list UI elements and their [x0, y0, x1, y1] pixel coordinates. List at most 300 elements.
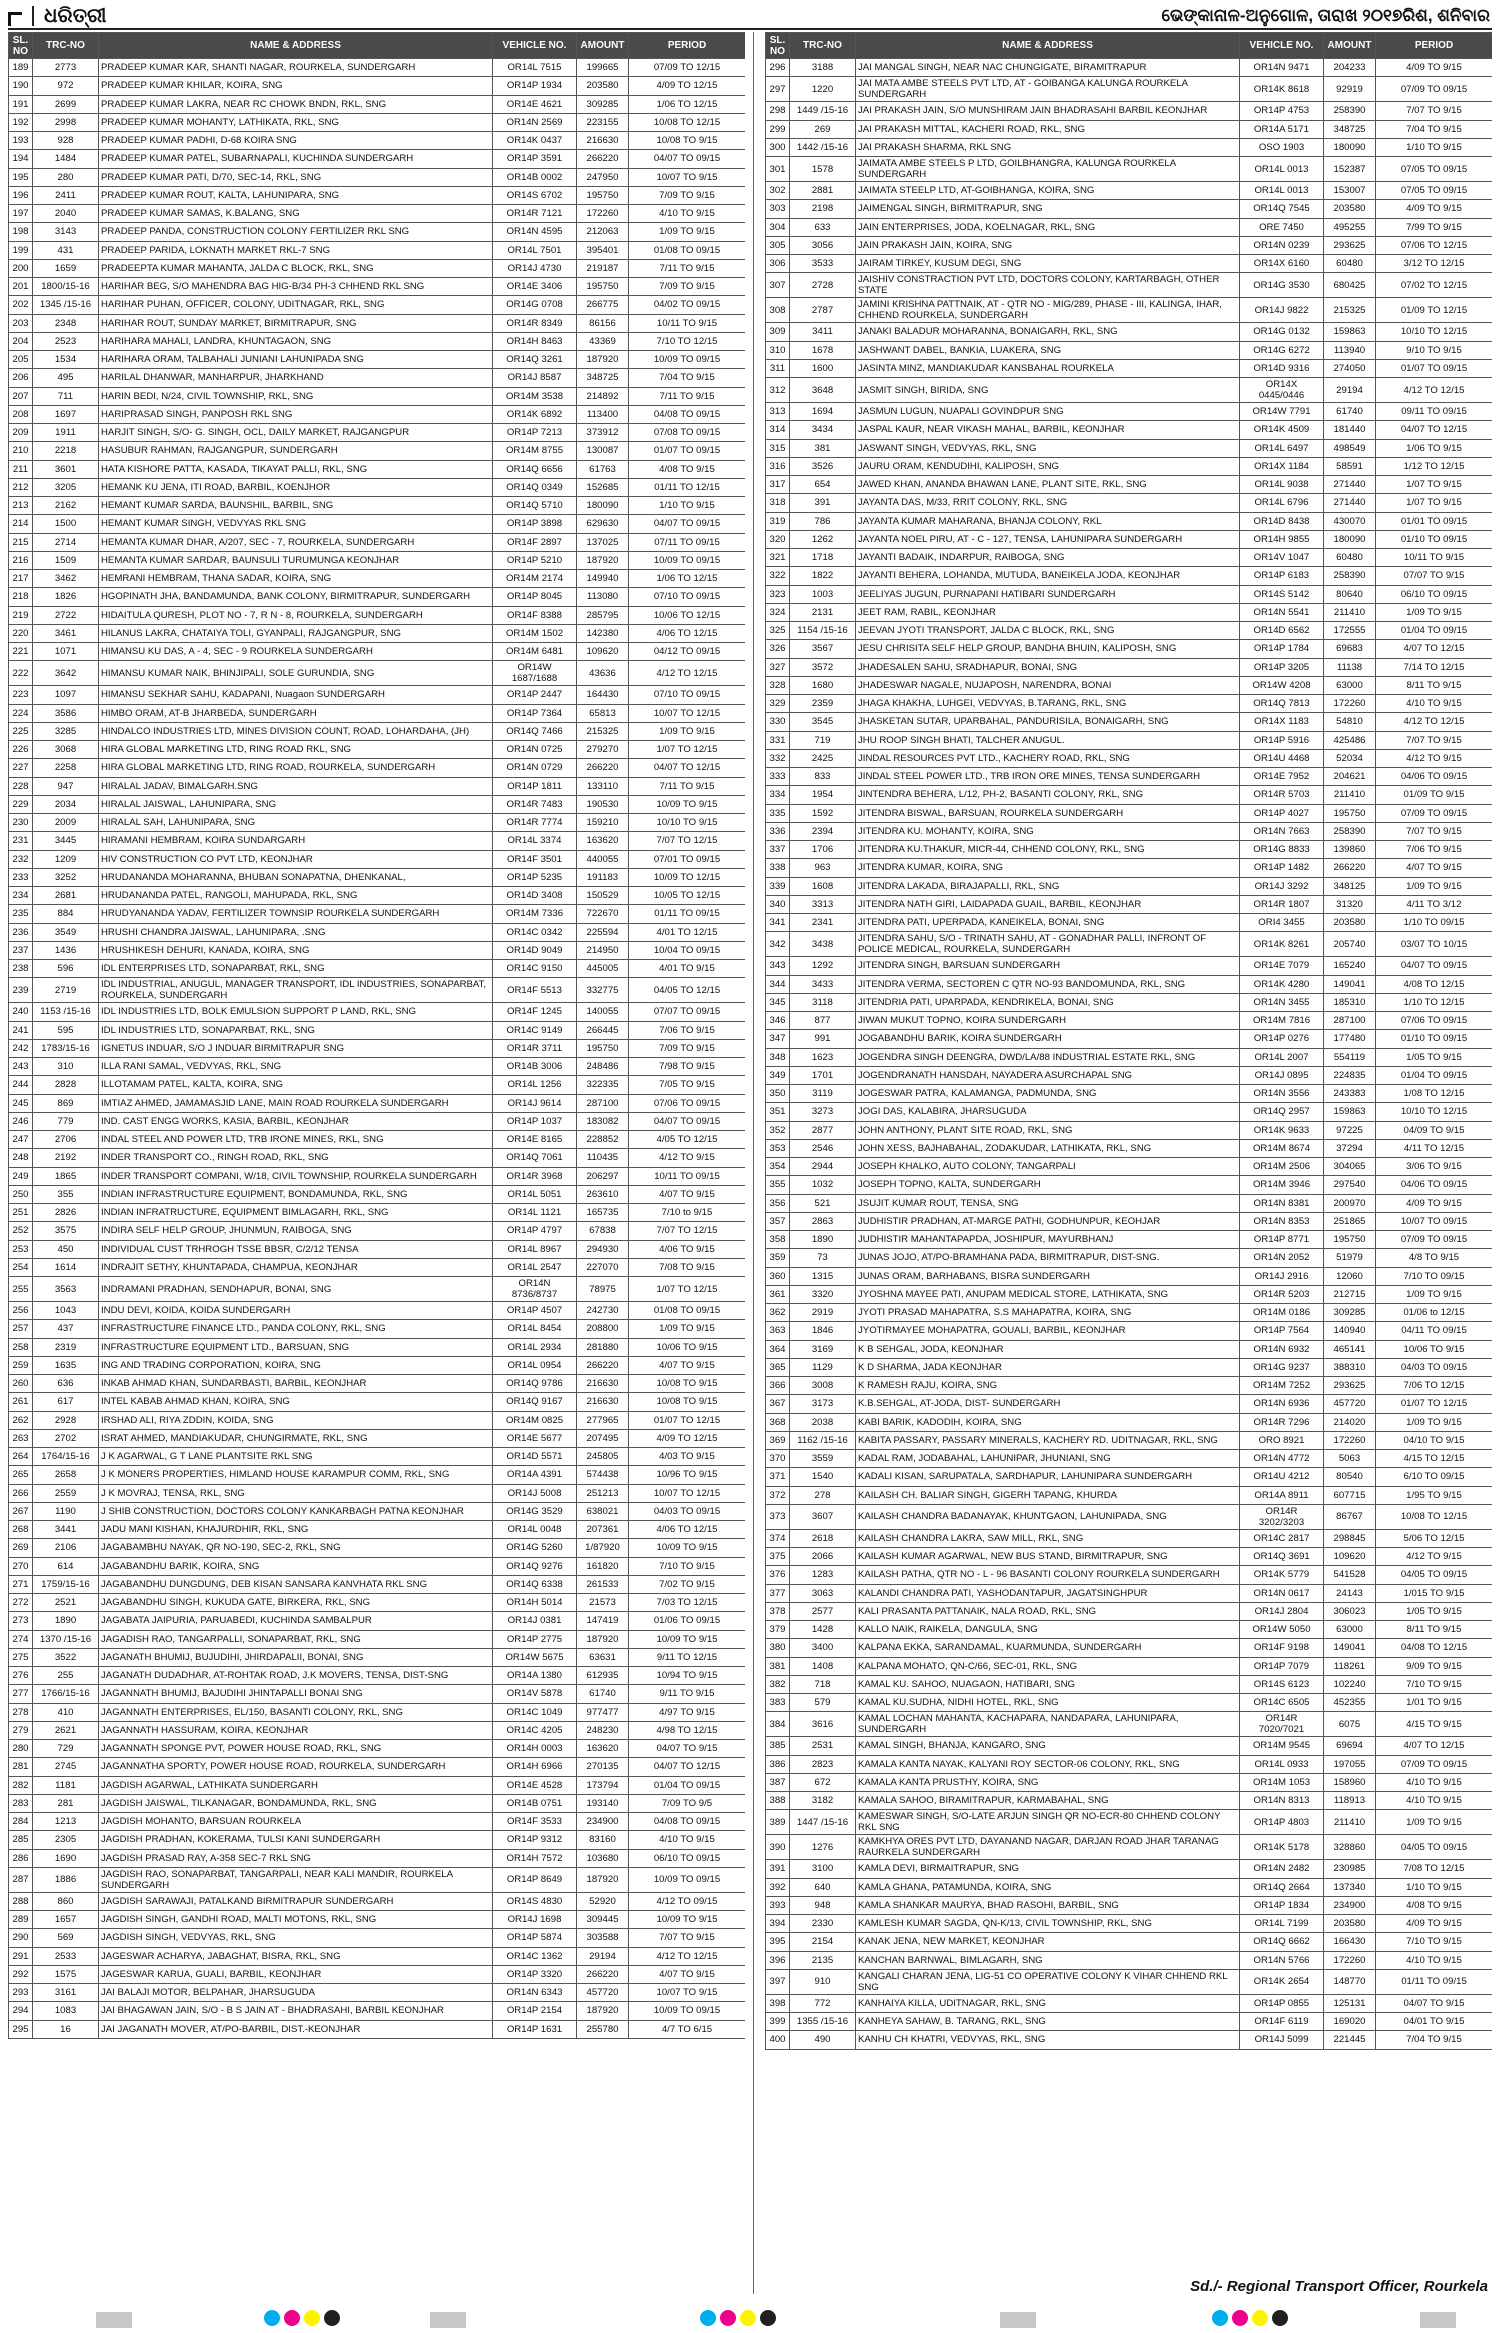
- period-cell: 07/08 TO 09/15: [629, 424, 746, 442]
- trc-no-cell: 2787: [790, 298, 856, 323]
- name-address-cell: PRADEEP KUMAR PATI, D/70, SEC-14, RKL, SNG: [99, 168, 493, 186]
- trc-no-cell: 991: [790, 1030, 856, 1048]
- vehicle-no-cell: OR14C 2817: [1240, 1529, 1324, 1547]
- trc-no-cell: 1181: [33, 1776, 99, 1794]
- amount-cell: 158960: [1324, 1773, 1376, 1791]
- trc-no-cell: 3545: [790, 713, 856, 731]
- vehicle-no-cell: OR14P 6183: [1240, 567, 1324, 585]
- vehicle-no-cell: OR14S 5142: [1240, 585, 1324, 603]
- table-row: [766, 975, 1493, 993]
- vehicle-no-cell: OR14J 3292: [1240, 877, 1324, 895]
- name-address-cell: JEEVAN JYOTI TRANSPORT, JALDA C BLOCK, RKL, SNG: [856, 622, 1240, 640]
- period-cell: 04/07 TO 9/15: [1376, 1994, 1493, 2012]
- trc-no-cell: 281: [33, 1794, 99, 1812]
- table-row: [9, 259, 746, 277]
- amount-cell: 161820: [577, 1557, 629, 1575]
- vehicle-no-cell: OR14B 0751: [493, 1794, 577, 1812]
- sl-no-cell: 358: [766, 1231, 790, 1249]
- trc-no-cell: 869: [33, 1094, 99, 1112]
- vehicle-no-cell: OR14P 1811: [493, 777, 577, 795]
- table-row: [9, 1813, 746, 1831]
- trc-no-cell: 672: [790, 1773, 856, 1791]
- name-address-cell: JAIN PRAKASH JAIN, KOIRA, SNG: [856, 236, 1240, 254]
- amount-cell: 125131: [1324, 1994, 1376, 2012]
- vehicle-no-cell: OR14H 7572: [493, 1849, 577, 1867]
- sl-no-cell: 274: [9, 1630, 33, 1648]
- vehicle-no-cell: OR14G 6272: [1240, 341, 1324, 359]
- sl-no-cell: 380: [766, 1639, 790, 1657]
- sl-no-cell: 378: [766, 1602, 790, 1620]
- amount-cell: 277965: [577, 1411, 629, 1429]
- amount-cell: 169020: [1324, 2013, 1376, 2031]
- period-cell: 01/11 TO 09/15: [1376, 1969, 1493, 1994]
- amount-cell: 285795: [577, 606, 629, 624]
- sl-no-cell: 330: [766, 713, 790, 731]
- vehicle-no-cell: OR14R 7483: [493, 795, 577, 813]
- period-cell: 10/06 TO 12/15: [629, 606, 746, 624]
- trc-no-cell: 2034: [33, 795, 99, 813]
- name-address-cell: JAWED KHAN, ANANDA BHAWAN LANE, PLANT SITE, RKL, SNG: [856, 476, 1240, 494]
- name-address-cell: KAMAL LOCHAN MAHANTA, KACHAPARA, NANDAPARA, LAHUNIPARA, SUNDERGARH: [856, 1712, 1240, 1737]
- name-address-cell: JUNAS JOJO, AT/PO-BRAMHANA PADA, BIRMITRAPUR, DIST-SNG.: [856, 1249, 1240, 1267]
- name-address-cell: HIRA GLOBAL MARKETING LTD, RING ROAD, ROURKELA, SUNDERGARH: [99, 759, 493, 777]
- name-address-cell: JAGANATH DUDADHAR, AT-ROHTAK ROAD, J.K MOVERS, TENSA, DIST-SNG: [99, 1667, 493, 1685]
- trc-no-cell: 2198: [790, 200, 856, 218]
- name-address-cell: JAGABANDHU BARIK, KOIRA, SNG: [99, 1557, 493, 1575]
- sl-no-cell: 282: [9, 1776, 33, 1794]
- period-cell: 8/11 TO 9/15: [1376, 676, 1493, 694]
- crop-mark-icon: [8, 12, 22, 26]
- table-row: [766, 1621, 1493, 1639]
- vehicle-no-cell: OR14P 4753: [1240, 102, 1324, 120]
- period-cell: 01/07 TO 09/15: [1376, 359, 1493, 377]
- table-row: [766, 323, 1493, 341]
- period-cell: 01/11 TO 09/15: [629, 905, 746, 923]
- table-row: [766, 749, 1493, 767]
- amount-cell: 80640: [1324, 585, 1376, 603]
- amount-cell: 113400: [577, 405, 629, 423]
- vehicle-no-cell: OR14Q 7545: [1240, 200, 1324, 218]
- sl-no-cell: 293: [9, 1984, 33, 2002]
- name-address-cell: HARIHARA MAHALI, LANDRA, KHUNTAGAON, SNG: [99, 332, 493, 350]
- table-row: [766, 932, 1493, 957]
- name-address-cell: ING AND TRADING CORPORATION, KOIRA, SNG: [99, 1356, 493, 1374]
- vehicle-no-cell: OR14N 2569: [493, 113, 577, 131]
- amount-cell: 271440: [1324, 494, 1376, 512]
- name-address-cell: JAGADISH RAO, TANGARPALLI, SONAPARBAT, RKL, SNG: [99, 1630, 493, 1648]
- trc-no-cell: 2218: [33, 442, 99, 460]
- table-row: [9, 369, 746, 387]
- trc-no-cell: 2823: [790, 1755, 856, 1773]
- table-row: [9, 1338, 746, 1356]
- period-cell: 7/11 TO 9/15: [629, 259, 746, 277]
- vehicle-no-cell: OR14Q 2957: [1240, 1103, 1324, 1121]
- period-cell: 1/09 TO 9/15: [629, 1320, 746, 1338]
- table-row: [9, 132, 746, 150]
- trc-no-cell: 833: [790, 768, 856, 786]
- period-cell: 7/02 TO 9/15: [629, 1575, 746, 1593]
- amount-cell: 251865: [1324, 1212, 1376, 1230]
- table-row: [9, 1076, 746, 1094]
- vehicle-no-cell: OR14S 6123: [1240, 1675, 1324, 1693]
- name-address-cell: KANGALI CHARAN JENA, LIG-51 CO OPERATIVE COLONY K VIHAR CHHEND RKL SNG: [856, 1969, 1240, 1994]
- period-cell: 04/10 TO 9/15: [1376, 1431, 1493, 1449]
- table-row: [9, 2002, 746, 2020]
- sl-no-cell: 198: [9, 223, 33, 241]
- vehicle-no-cell: OR14P 3205: [1240, 658, 1324, 676]
- trc-no-cell: 1822: [790, 567, 856, 585]
- vehicle-no-cell: OR14N 8353: [1240, 1212, 1324, 1230]
- amount-cell: 261533: [577, 1575, 629, 1593]
- vehicle-no-cell: OR14M 2506: [1240, 1158, 1324, 1176]
- amount-cell: 216630: [577, 132, 629, 150]
- period-cell: 7/98 TO 9/15: [629, 1058, 746, 1076]
- sl-no-cell: 196: [9, 186, 33, 204]
- cyan-dot-icon: [700, 2310, 716, 2326]
- sl-no-cell: 338: [766, 859, 790, 877]
- amount-cell: 24143: [1324, 1584, 1376, 1602]
- sl-no-cell: 313: [766, 403, 790, 421]
- name-address-cell: JAIMATA STEELP LTD, AT-GOIBHANGA, KOIRA, SNG: [856, 182, 1240, 200]
- trc-no-cell: 2863: [790, 1212, 856, 1230]
- vehicle-no-cell: OR14N 6932: [1240, 1340, 1324, 1358]
- vehicle-no-cell: OR14F 5513: [493, 978, 577, 1003]
- trc-no-cell: 3205: [33, 478, 99, 496]
- amount-cell: 279270: [577, 741, 629, 759]
- period-cell: 4/05 TO 12/15: [629, 1131, 746, 1149]
- amount-cell: 227070: [577, 1258, 629, 1276]
- period-cell: 7/11 TO 9/15: [629, 777, 746, 795]
- amount-cell: 60480: [1324, 255, 1376, 273]
- amount-cell: 332775: [577, 978, 629, 1003]
- vehicle-no-cell: OR14E 4621: [493, 95, 577, 113]
- table-row: [9, 1112, 746, 1130]
- vehicle-no-cell: OR14L 0048: [493, 1521, 577, 1539]
- table-row: [9, 1849, 746, 1867]
- amount-cell: 177480: [1324, 1030, 1376, 1048]
- black-dot-icon: [1272, 2310, 1288, 2326]
- name-address-cell: JAGANATH BHUMIJ, BUJUDIHI, JHIRDAPALII, BONAI, SNG: [99, 1648, 493, 1666]
- amount-cell: 225594: [577, 923, 629, 941]
- table-row: [9, 387, 746, 405]
- period-cell: 4/07 TO 9/15: [629, 1185, 746, 1203]
- trc-no-cell: 3461: [33, 624, 99, 642]
- table-row: [766, 236, 1493, 254]
- period-cell: 1/07 TO 12/15: [629, 1277, 746, 1302]
- name-address-cell: JEET RAM, RABIL, KEONJHAR: [856, 603, 1240, 621]
- trc-no-cell: 3572: [790, 658, 856, 676]
- amount-cell: 69694: [1324, 1737, 1376, 1755]
- amount-cell: 187920: [577, 551, 629, 569]
- table-row: [9, 1222, 746, 1240]
- table-row: [766, 768, 1493, 786]
- name-address-cell: JAGDISH MOHANTO, BARSUAN ROURKELA: [99, 1813, 493, 1831]
- vehicle-no-cell: OR14J 0895: [1240, 1066, 1324, 1084]
- sl-no-cell: 212: [9, 478, 33, 496]
- period-cell: 01/10 TO 09/15: [1376, 530, 1493, 548]
- table-row: [9, 515, 746, 533]
- name-address-cell: JAYANTI BEHERA, LOHANDA, MUTUDA, BANEIKELA JODA, KEONJHAR: [856, 567, 1240, 585]
- period-cell: 4/10 TO 9/15: [629, 205, 746, 223]
- trc-no-cell: 3433: [790, 975, 856, 993]
- period-cell: 10/09 TO 9/15: [629, 1539, 746, 1557]
- name-address-cell: KAMLA SHANKAR MAURYA, BHAD RASOHI, BARBIL, SNG: [856, 1896, 1240, 1914]
- trc-no-cell: 1190: [33, 1502, 99, 1520]
- name-address-cell: HEMANTA KUMAR SARDAR, BAUNSULI TURUMUNGA KEONJHAR: [99, 551, 493, 569]
- vehicle-no-cell: OR14M 9545: [1240, 1737, 1324, 1755]
- sl-no-cell: 382: [766, 1675, 790, 1693]
- period-cell: 1/10 TO 9/15: [629, 497, 746, 515]
- trc-no-cell: 2828: [33, 1076, 99, 1094]
- name-address-cell: JAMINI KRISHNA PATTNAIK, AT - QTR NO - MIG/289, PHASE - III, KALINGA, IHAR, CHHEND ROURKELA, SUNDERGARH: [856, 298, 1240, 323]
- vehicle-no-cell: OR14H 6966: [493, 1758, 577, 1776]
- table-row: [766, 731, 1493, 749]
- table-row: [766, 157, 1493, 182]
- amount-cell: 977477: [577, 1703, 629, 1721]
- sl-no-cell: 227: [9, 759, 33, 777]
- name-address-cell: K B SEHGAL, JODA, KEONJHAR: [856, 1340, 1240, 1358]
- vehicle-no-cell: OR14R 1807: [1240, 895, 1324, 913]
- vehicle-no-cell: OR14P 2154: [493, 2002, 577, 2020]
- table-row: [766, 567, 1493, 585]
- amount-cell: 203580: [1324, 1915, 1376, 1933]
- trc-no-cell: 719: [790, 731, 856, 749]
- vehicle-no-cell: OR14L 7501: [493, 241, 577, 259]
- amount-cell: 180090: [1324, 530, 1376, 548]
- table-row: [766, 1103, 1493, 1121]
- period-cell: 04/07 TO 12/15: [629, 759, 746, 777]
- sl-no-cell: 205: [9, 351, 33, 369]
- table-row: [9, 1557, 746, 1575]
- name-address-cell: JSUJIT KUMAR ROUT, TENSA, SNG: [856, 1194, 1240, 1212]
- period-cell: 1/12 TO 12/15: [1376, 457, 1493, 475]
- amount-cell: 215325: [577, 722, 629, 740]
- vehicle-no-cell: OR14V 1047: [1240, 549, 1324, 567]
- period-cell: 1/10 TO 9/15: [1376, 1878, 1493, 1896]
- sl-no-cell: 310: [766, 341, 790, 359]
- name-address-cell: INDIAN INFRATRUCTURE, EQUIPMENT BIMLAGARH, RKL, SNG: [99, 1204, 493, 1222]
- vehicle-no-cell: OR14Q 9167: [493, 1393, 577, 1411]
- amount-cell: 137340: [1324, 1878, 1376, 1896]
- trc-no-cell: 1659: [33, 259, 99, 277]
- sl-no-cell: 374: [766, 1529, 790, 1547]
- sl-no-cell: 248: [9, 1149, 33, 1167]
- amount-cell: 243383: [1324, 1085, 1376, 1103]
- table-row: [9, 478, 746, 496]
- gray-swatch: [430, 2312, 466, 2328]
- vehicle-no-cell: OR14P 5210: [493, 551, 577, 569]
- sl-no-cell: 397: [766, 1969, 790, 1994]
- vehicle-no-cell: OR14N 8313: [1240, 1792, 1324, 1810]
- amount-cell: 638021: [577, 1502, 629, 1520]
- amount-cell: 109620: [577, 643, 629, 661]
- period-cell: 10/04 TO 09/15: [629, 941, 746, 959]
- table-row: [766, 640, 1493, 658]
- sl-no-cell: 385: [766, 1737, 790, 1755]
- amount-cell: 159210: [577, 814, 629, 832]
- name-address-cell: JAGANNATH HASSURAM, KOIRA, KEONJHAR: [99, 1721, 493, 1739]
- name-address-cell: PRADEEP KUMAR ROUT, KALTA, LAHUNIPARA, SNG: [99, 186, 493, 204]
- name-address-cell: IDL ENTERPRISES LTD, SONAPARBAT, RKL, SNG: [99, 960, 493, 978]
- sl-no-cell: 265: [9, 1466, 33, 1484]
- name-address-cell: JIWAN MUKUT TOPNO, KOIRA SUNDERGARH: [856, 1012, 1240, 1030]
- sl-no-cell: 353: [766, 1139, 790, 1157]
- sl-no-cell: 224: [9, 704, 33, 722]
- vehicle-no-cell: OR14B 0002: [493, 168, 577, 186]
- trc-no-cell: 3119: [790, 1085, 856, 1103]
- period-cell: 10/10 TO 9/15: [629, 814, 746, 832]
- sl-no-cell: 351: [766, 1103, 790, 1121]
- trc-no-cell: 786: [790, 512, 856, 530]
- amount-cell: 63631: [577, 1648, 629, 1666]
- sl-no-cell: 267: [9, 1502, 33, 1520]
- period-cell: 1/06 TO 12/15: [629, 95, 746, 113]
- trc-no-cell: 1690: [33, 1849, 99, 1867]
- table-row: [9, 686, 746, 704]
- period-cell: 7/07 TO 9/15: [629, 1929, 746, 1947]
- amount-cell: 183082: [577, 1112, 629, 1130]
- vehicle-no-cell: OR14C 9149: [493, 1021, 577, 1039]
- table-row: [9, 77, 746, 95]
- trc-no-cell: 3273: [790, 1103, 856, 1121]
- trc-no-cell: 2928: [33, 1411, 99, 1429]
- name-address-cell: PRADEEP KUMAR LAKRA, NEAR RC CHOWK BNDN, RKL, SNG: [99, 95, 493, 113]
- table-row: [9, 1648, 746, 1666]
- name-address-cell: HARIHARA ORAM, TALBAHALI JUNIANI LAHUNIPADA SNG: [99, 351, 493, 369]
- trc-no-cell: 1600: [790, 359, 856, 377]
- table-row: [766, 255, 1493, 273]
- vehicle-no-cell: ORO 8921: [1240, 1431, 1324, 1449]
- period-cell: 1/07 TO 9/15: [1376, 476, 1493, 494]
- sl-no-cell: 324: [766, 603, 790, 621]
- period-cell: 01/09 TO 12/15: [1376, 298, 1493, 323]
- trc-no-cell: 3068: [33, 741, 99, 759]
- name-address-cell: KALLO NAIK, RAIKELA, DANGULA, SNG: [856, 1621, 1240, 1639]
- amount-cell: 554119: [1324, 1048, 1376, 1066]
- name-address-cell: JITENDRA KU. MOHANTY, KOIRA, SNG: [856, 822, 1240, 840]
- trc-no-cell: 437: [33, 1320, 99, 1338]
- name-address-cell: JITENDRA PATI, UPERPADA, KANEIKELA, BONAI, SNG: [856, 914, 1240, 932]
- amount-cell: 195750: [1324, 1231, 1376, 1249]
- amount-cell: 86156: [577, 314, 629, 332]
- vehicle-no-cell: OR14P 1631: [493, 2020, 577, 2038]
- name-address-cell: JAI PRAKASH SHARMA, RKL SNG: [856, 138, 1240, 156]
- trc-no-cell: 2722: [33, 606, 99, 624]
- name-address-cell: ILLA RANI SAMAL, VEDVYAS, RKL, SNG: [99, 1058, 493, 1076]
- name-address-cell: KAMKHYA ORES PVT LTD, DAYANAND NAGAR, DARJAN ROAD JHAR TARANAG RAURKELA SUNDERGARH: [856, 1835, 1240, 1860]
- name-address-cell: HARIN BEDI, N/24, CIVIL TOWNSHIP, RKL, SNG: [99, 387, 493, 405]
- amount-cell: 195750: [1324, 804, 1376, 822]
- name-address-cell: JAGANNATH ENTERPRISES, EL/150, BASANTI COLONY, RKL, SNG: [99, 1703, 493, 1721]
- trc-no-cell: 1759/15-16: [33, 1575, 99, 1593]
- table-row: [766, 603, 1493, 621]
- table-row: [766, 1139, 1493, 1157]
- amount-cell: 445005: [577, 960, 629, 978]
- name-address-cell: JAYANTA KUMAR MAHARANA, BHANJA COLONY, RKL: [856, 512, 1240, 530]
- table-row: [9, 661, 746, 686]
- period-cell: 10/06 TO 9/15: [629, 1338, 746, 1356]
- amount-cell: 230985: [1324, 1860, 1376, 1878]
- name-address-cell: KANHU CH KHATRI, VEDVYAS, RKL, SNG: [856, 2031, 1240, 2049]
- amount-cell: 69683: [1324, 640, 1376, 658]
- sl-no-cell: 365: [766, 1358, 790, 1376]
- period-cell: 01/04 TO 09/15: [629, 1776, 746, 1794]
- vehicle-no-cell: OR14K 5779: [1240, 1566, 1324, 1584]
- period-cell: 06/10 TO 09/15: [1376, 585, 1493, 603]
- vehicle-no-cell: OR14H 9855: [1240, 530, 1324, 548]
- vehicle-no-cell: OR14N 0729: [493, 759, 577, 777]
- table-row: [766, 1486, 1493, 1504]
- period-cell: 04/08 TO 12/15: [1376, 1639, 1493, 1657]
- sl-no-cell: 314: [766, 421, 790, 439]
- name-address-cell: JASMUN LUGUN, NUAPALI GOVINDPUR SNG: [856, 403, 1240, 421]
- name-address-cell: JHADESALEN SAHU, SRADHAPUR, BONAI, SNG: [856, 658, 1240, 676]
- table-row: [9, 1667, 746, 1685]
- vehicle-no-cell: OR14K 2654: [1240, 1969, 1324, 1994]
- sl-no-cell: 234: [9, 887, 33, 905]
- amount-cell: 266220: [1324, 859, 1376, 877]
- amount-cell: 247950: [577, 168, 629, 186]
- sl-no-cell: 254: [9, 1258, 33, 1276]
- amount-cell: 228852: [577, 1131, 629, 1149]
- sl-no-cell: 199: [9, 241, 33, 259]
- table-row: [766, 1358, 1493, 1376]
- table-row: [9, 643, 746, 661]
- table-row: [766, 457, 1493, 475]
- vehicle-no-cell: OR14P 2447: [493, 686, 577, 704]
- period-cell: 04/08 TO 09/15: [629, 405, 746, 423]
- table-row: [766, 341, 1493, 359]
- name-address-cell: KAMALA KANTA PRUSTHY, KOIRA, SNG: [856, 1773, 1240, 1791]
- table-row: [9, 1594, 746, 1612]
- name-address-cell: JYOTI PRASAD MAHAPATRA, S.S MAHAPATRA, KOIRA, SNG: [856, 1304, 1240, 1322]
- amount-cell: 574438: [577, 1466, 629, 1484]
- amount-cell: 457720: [1324, 1395, 1376, 1413]
- table-row: [9, 1131, 746, 1149]
- vehicle-no-cell: OR14X 0445/0446: [1240, 378, 1324, 403]
- amount-cell: 722670: [577, 905, 629, 923]
- table-row: [766, 476, 1493, 494]
- period-cell: 9/10 TO 9/15: [1376, 341, 1493, 359]
- period-cell: 4/10 TO 9/15: [1376, 1951, 1493, 1969]
- gray-swatch: [1000, 2312, 1036, 2328]
- sl-no-cell: 399: [766, 2013, 790, 2031]
- period-cell: 4/07 TO 9/15: [629, 1356, 746, 1374]
- trc-no-cell: 729: [33, 1740, 99, 1758]
- table-row: [9, 1039, 746, 1057]
- amount-cell: 29194: [1324, 378, 1376, 403]
- amount-cell: 113080: [577, 588, 629, 606]
- sl-no-cell: 218: [9, 588, 33, 606]
- sl-no-cell: 256: [9, 1302, 33, 1320]
- trc-no-cell: 2341: [790, 914, 856, 932]
- period-cell: 1/08 TO 12/15: [1376, 1085, 1493, 1103]
- vehicle-no-cell: OR14L 2934: [493, 1338, 577, 1356]
- table-row: [766, 1158, 1493, 1176]
- trc-no-cell: 1003: [790, 585, 856, 603]
- name-address-cell: JAGDISH SARAWAJI, PATALKAND BIRMITRAPUR SUNDERGARH: [99, 1892, 493, 1910]
- vehicle-no-cell: OR14J 2916: [1240, 1267, 1324, 1285]
- name-address-cell: KAMAL KU.SUDHA, NIDHI HOTEL, RKL, SNG: [856, 1694, 1240, 1712]
- sl-no-cell: 272: [9, 1594, 33, 1612]
- table-row: [766, 1915, 1493, 1933]
- table-row: [766, 1450, 1493, 1468]
- amount-cell: 294930: [577, 1240, 629, 1258]
- name-address-cell: JHADESWAR NAGALE, NUJAPOSH, NARENDRA, BONAI: [856, 676, 1240, 694]
- name-address-cell: KAMALA KANTA NAYAK, KALYANI ROY SECTOR-06 COLONY, RKL, SNG: [856, 1755, 1240, 1773]
- sl-no-cell: 207: [9, 387, 33, 405]
- vehicle-no-cell: OR14W 1687/1688: [493, 661, 577, 686]
